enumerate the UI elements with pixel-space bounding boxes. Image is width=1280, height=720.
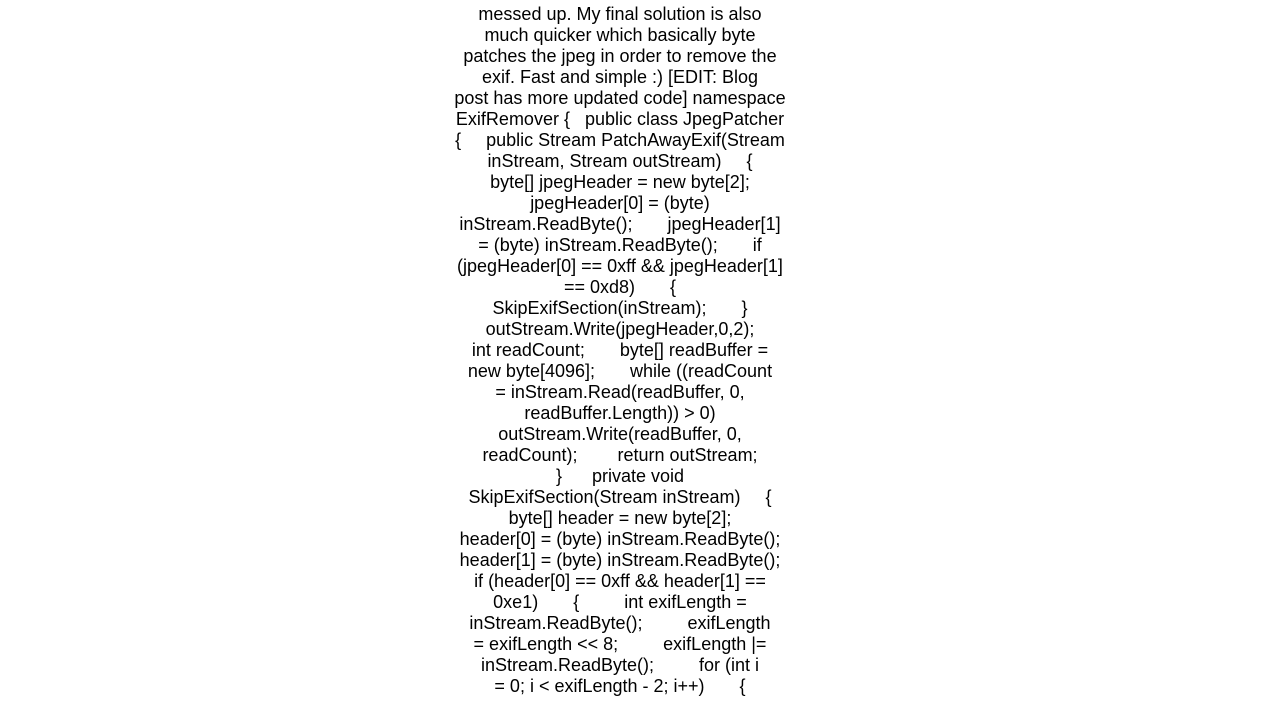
text-line: much quicker which basically byte (484, 25, 756, 45)
text-line: 0xe1) { int exifLength = (493, 592, 747, 612)
text-line: (jpegHeader[0] == 0xff && jpegHeader[1] (457, 256, 783, 276)
text-line: if (header[0] == 0xff && header[1] == (474, 571, 766, 591)
text-line: ExifRemover { public class JpegPatcher (455, 109, 785, 129)
text-line: readCount); return outStream; (482, 445, 758, 465)
text-line: } private void (555, 466, 685, 486)
text-line: inStream.ReadByte(); jpegHeader[1] (459, 214, 781, 234)
text-line: == 0xd8) { (563, 277, 677, 297)
text-line: post has more updated code] namespace (454, 88, 786, 108)
text-line: byte[] header = new byte[2]; (508, 508, 732, 528)
text-line: messed up. My final solution is also (478, 4, 762, 24)
text-line: header[0] = (byte) inStream.ReadByte(); (459, 529, 781, 549)
text-line: int readCount; byte[] readBuffer = (471, 340, 769, 360)
text-line: patches the jpeg in order to remove the (463, 46, 777, 66)
answer-text-block (450, 4, 790, 697)
text-line: byte[] jpegHeader = new byte[2]; (490, 172, 750, 192)
text-line: = 0; i < exifLength - 2; i++) { (494, 676, 746, 696)
text-line: { public Stream PatchAwayExif(Stream (455, 130, 785, 150)
text-line: inStream.ReadByte(); for (int i (480, 655, 760, 675)
text-line: SkipExifSection(Stream inStream) { (468, 487, 772, 507)
text-line: = (byte) inStream.ReadByte(); if (478, 235, 762, 255)
text-line: = exifLength << 8; exifLength |= (473, 634, 767, 654)
text-line: exif. Fast and simple :) [EDIT: Blog (481, 67, 759, 87)
text-line: inStream, Stream outStream) { (487, 151, 753, 171)
text-line: header[1] = (byte) inStream.ReadByte(); (459, 550, 781, 570)
text-line: = inStream.Read(readBuffer, 0, (495, 382, 745, 402)
text-line: SkipExifSection(inStream); } (492, 298, 748, 318)
text-line: outStream.Write(readBuffer, 0, (498, 424, 742, 444)
text-line: jpegHeader[0] = (byte) (530, 193, 710, 213)
text-line: outStream.Write(jpegHeader,0,2); (485, 319, 755, 339)
text-line: inStream.ReadByte(); exifLength (469, 613, 771, 633)
text-line: readBuffer.Length)) > 0) (524, 403, 716, 423)
text-line: new byte[4096]; while ((readCount (467, 361, 773, 381)
